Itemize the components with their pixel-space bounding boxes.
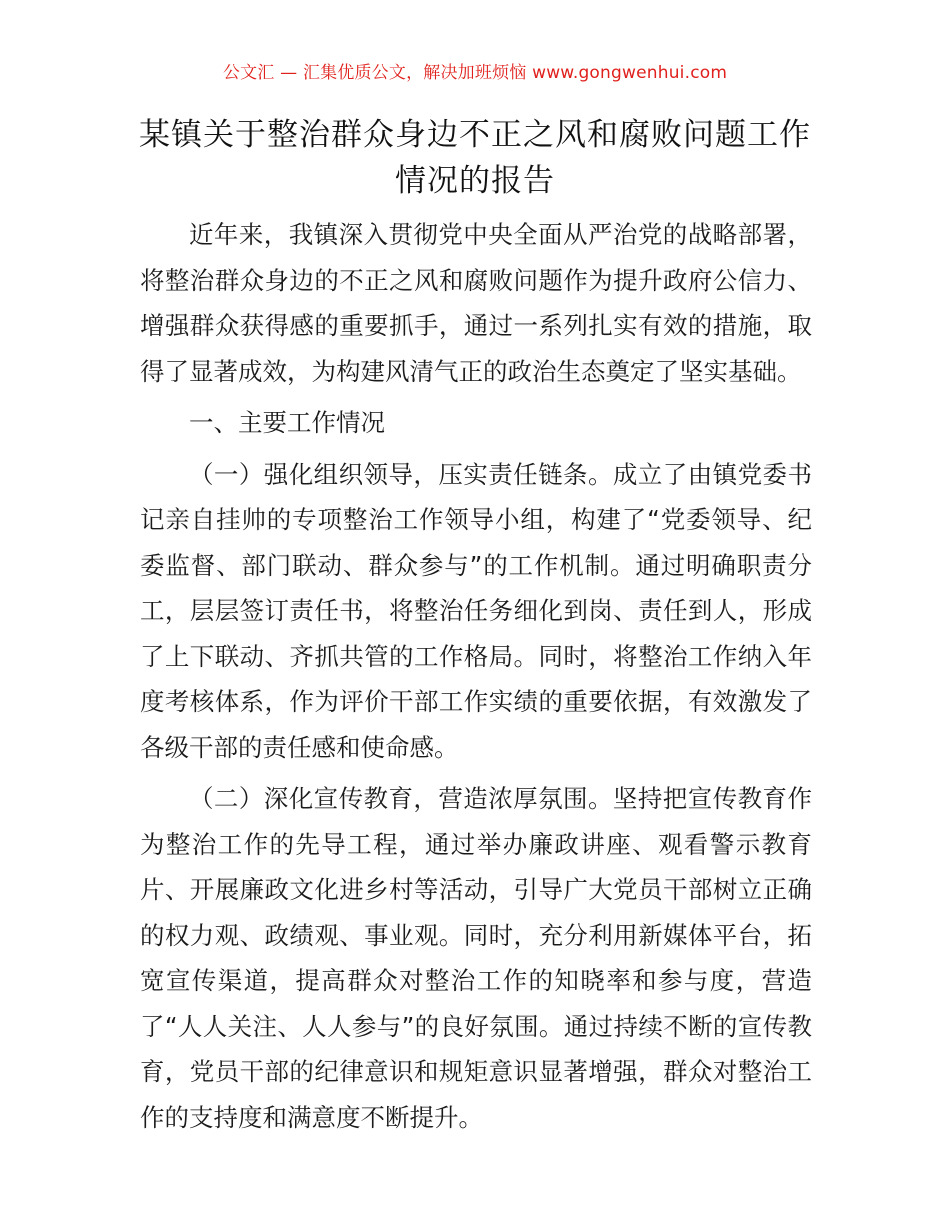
header-watermark: 公文汇 — 汇集优质公文，解决加班烦恼 www.gongwenhui.com (222, 63, 728, 83)
section-heading: 一、主要工作情况 (189, 408, 385, 437)
document-title: 某镇关于整治群众身边不正之风和腐败问题工作情况的报告 (139, 117, 811, 199)
paragraph-section-1: （一）强化组织领导，压实责任链条。成立了由镇党委书记亲自挂帅的专项整治工作领导小组，构建了“党委领导、纪委监督、部门联动、群众参与”的工作机制。通过明确职责分工，层层签订责任书，将整治任务细化到岗、责任到人，形成了上下联动、齐抓共管的工作格局。同时，将整治工作纳入年度考核体系，作为评价干部工作实绩的重要依据，有效激发了各级干部的责任感和使命感。 (140, 459, 812, 762)
paragraph-section-2: （二）深化宣传教育，营造浓厚氛围。坚持把宣传教育作为整治工作的先导工程，通过举办廉政讲座、观看警示教育片、开展廉政文化进乡村等活动，引导广大党员干部树立正确的权力观、政绩观、事业观。同时，充分利用新媒体平台，拓宽宣传渠道，提高群众对整治工作的知晓率和参与度，营造了“人人关注、人人参与”的良好氛围。通过持续不断的宣传教育，党员干部的纪律意识和规矩意识显著增强，群众对整治工作的支持度和满意度不断提升。 (140, 784, 812, 1132)
paragraph-intro: 近年来，我镇深入贯彻党中央全面从严治党的战略部署，将整治群众身边的不正之风和腐败问题作为提升政府公信力、增强群众获得感的重要抓手，通过一系列扎实有效的措施，取得了显著成效，为构建风清气正的政治生态奠定了坚实基础。 (140, 220, 812, 386)
document-body (140, 212, 812, 1140)
